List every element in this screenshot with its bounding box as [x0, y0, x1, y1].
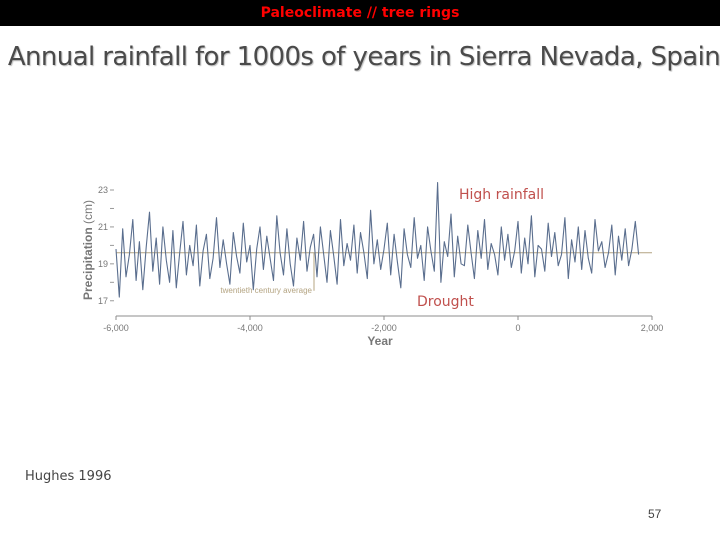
y-axis-label: Precipitation (cm): [81, 199, 95, 301]
header-label: Paleoclimate // tree rings: [260, 5, 460, 21]
annotation-drought: Drought: [417, 294, 474, 310]
x-tick-label: 0: [515, 323, 521, 333]
y-tick-label: 23: [97, 185, 108, 195]
x-axis-label: Year: [367, 334, 393, 348]
y-tick-label: 17: [97, 295, 108, 306]
x-tick-label: -6,000: [103, 323, 129, 333]
reference-line-label: twentieth century average: [220, 285, 312, 295]
page-number: 57: [648, 507, 662, 521]
reference-line-group: [116, 253, 652, 295]
precipitation-series-line: [116, 183, 639, 298]
y-tick-label: 19: [97, 258, 108, 269]
annotation-high-rainfall: High rainfall: [459, 187, 545, 203]
x-tick-label: -2,000: [371, 323, 397, 333]
x-tick-label: 2,000: [640, 323, 664, 333]
chart-axes: [81, 185, 663, 348]
slide-title: Annual rainfall for 1000s of years in Sierra Nevada, Spain: [7, 42, 720, 72]
series-group: [116, 183, 639, 298]
y-tick-label: 21: [97, 221, 108, 232]
source-credit: Hughes 1996: [25, 469, 112, 484]
x-tick-label: -4,000: [237, 323, 263, 333]
